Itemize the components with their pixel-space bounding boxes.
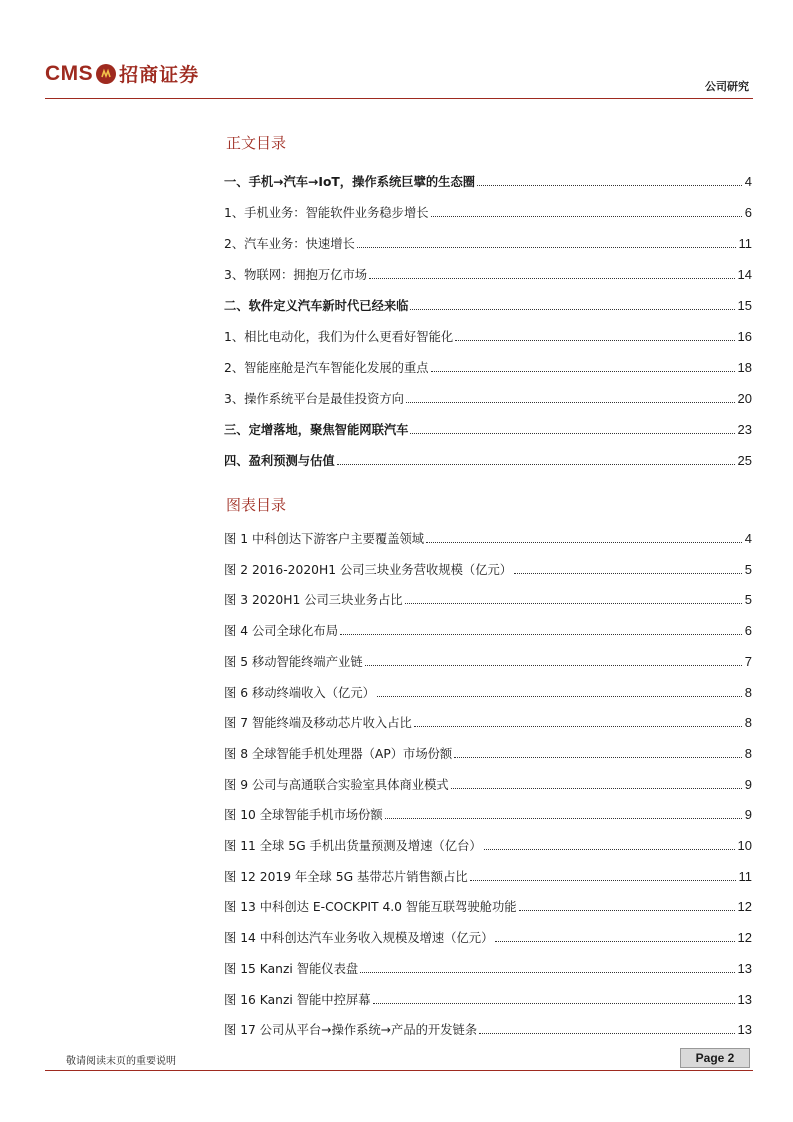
- toc-heading: 正文目录: [226, 134, 287, 152]
- leader-dots: [357, 247, 736, 248]
- figure-entry-title: 图 8 全球智能手机处理器（AP）市场份额: [224, 746, 453, 761]
- figure-entry-page: 7: [744, 653, 752, 669]
- toc-entry[interactable]: [224, 420, 752, 438]
- toc-entry[interactable]: [224, 358, 752, 376]
- toc-entry[interactable]: [224, 203, 752, 221]
- toc-entry-title: 二、软件定义汽车新时代已经来临: [224, 299, 409, 313]
- leader-dots: [337, 464, 735, 465]
- figure-entry[interactable]: [224, 621, 752, 639]
- leader-dots: [431, 371, 735, 372]
- leader-dots: [454, 757, 742, 758]
- figure-entry-title: 图 3 2020H1 公司三块业务占比: [224, 593, 403, 608]
- toc-entry-title: 2、汽车业务：快速增长: [224, 237, 355, 251]
- logo-seal-icon: [96, 64, 116, 84]
- leader-dots: [477, 185, 742, 186]
- figure-entry-title: 图 14 中科创达汽车业务收入规模及增速（亿元）: [224, 931, 494, 946]
- leader-dots: [470, 880, 736, 881]
- figure-entry-title: 图 15 Kanzi 智能仪表盘: [224, 961, 359, 976]
- figure-entry-title: 图 4 公司全球化布局: [224, 624, 339, 639]
- toc-entry-title: 3、物联网：拥抱万亿市场: [224, 268, 368, 282]
- leader-dots: [414, 726, 742, 727]
- toc-entry-page: 23: [737, 422, 752, 437]
- figure-entry-title: 图 1 中科创达下游客户主要覆盖领域: [224, 532, 425, 546]
- figure-entry-page: 8: [744, 684, 752, 700]
- leader-dots: [495, 941, 734, 942]
- leader-dots: [514, 573, 742, 574]
- figure-entry[interactable]: [224, 990, 752, 1008]
- figure-entry-title: 图 10 全球智能手机市场份额: [224, 808, 383, 823]
- figure-entry[interactable]: [224, 529, 752, 547]
- figure-entry-page: 12: [737, 930, 752, 946]
- figure-entry-title: 图 16 Kanzi 智能中控屏幕: [224, 992, 371, 1007]
- figure-entry-title: 图 7 智能终端及移动芯片收入占比: [224, 716, 412, 731]
- figure-entry-page: 8: [744, 745, 752, 761]
- leader-dots: [410, 309, 734, 310]
- figure-entry[interactable]: [224, 744, 752, 762]
- toc-entry-title: 三、定增落地，聚焦智能网联汽车: [224, 423, 409, 437]
- logo-cms-text: CMS: [45, 61, 94, 85]
- figure-entry[interactable]: [224, 652, 752, 670]
- footer-note: 敬请阅读末页的重要说明: [66, 1056, 176, 1067]
- figure-entry-title: 图 5 移动智能终端产业链: [224, 654, 363, 669]
- toc-entry-title: 四、盈利预测与估值: [224, 454, 335, 468]
- toc-entry-page: 16: [737, 329, 752, 344]
- toc-entry[interactable]: [224, 389, 752, 407]
- toc-entry[interactable]: [224, 265, 752, 283]
- leader-dots: [479, 1033, 734, 1034]
- figure-entry[interactable]: [224, 867, 752, 885]
- toc-entry[interactable]: [224, 327, 752, 345]
- logo-cn-text: 招商证券: [119, 64, 200, 86]
- figure-entry-title: 图 2 2016-2020H1 公司三块业务营收规模（亿元）: [224, 562, 513, 577]
- report-type: 公司研究: [705, 80, 749, 93]
- figure-entry[interactable]: [224, 928, 752, 946]
- figure-entry-page: 8: [744, 715, 752, 731]
- toc-entry-title: 3、操作系统平台是最佳投资方向: [224, 392, 404, 406]
- toc-entry[interactable]: [224, 172, 752, 190]
- leader-dots: [431, 216, 742, 217]
- toc-entry-page: 15: [737, 298, 752, 313]
- leader-dots: [484, 849, 735, 850]
- footer-divider: [45, 1070, 753, 1071]
- figure-entry-title: 图 11 全球 5G 手机出货量预测及增速（亿台）: [224, 839, 482, 853]
- page-header: [45, 56, 753, 100]
- leader-dots: [426, 542, 742, 543]
- figure-entry-title: 图 13 中科创达 E-COCKPIT 4.0 智能互联驾驶舱功能: [224, 900, 517, 915]
- figure-entry-page: 5: [744, 561, 752, 577]
- figure-entry[interactable]: [224, 683, 752, 701]
- figure-entry[interactable]: [224, 1020, 752, 1038]
- toc-entry[interactable]: [224, 451, 752, 469]
- figure-entry-page: 6: [744, 623, 752, 639]
- leader-dots: [410, 433, 734, 434]
- figure-entry[interactable]: [224, 897, 752, 915]
- figure-entry-title: 图 9 公司与高通联合实验室具体商业模式: [224, 777, 449, 792]
- leader-dots: [377, 696, 742, 697]
- toc-entry-page: 4: [744, 174, 752, 189]
- figure-entry-page: 4: [744, 531, 752, 546]
- leader-dots: [360, 972, 734, 973]
- figure-entry-page: 11: [738, 868, 752, 884]
- leader-dots: [451, 788, 742, 789]
- figure-entry-title: 图 12 2019 年全球 5G 基带芯片销售额占比: [224, 869, 468, 884]
- figure-entry[interactable]: [224, 836, 752, 854]
- page-number: Page 2: [680, 1048, 750, 1068]
- figure-entry-page: 13: [737, 1022, 752, 1038]
- figure-entry-page: 10: [737, 838, 752, 853]
- toc-entry-title: 1、手机业务：智能软件业务稳步增长: [224, 206, 429, 220]
- figure-entry-page: 12: [737, 899, 752, 915]
- toc-entry-page: 11: [738, 236, 752, 251]
- header-divider: [45, 98, 753, 99]
- leader-dots: [405, 603, 742, 604]
- figure-entry-page: 5: [744, 592, 752, 608]
- figure-entry[interactable]: [224, 805, 752, 823]
- leader-dots: [365, 665, 742, 666]
- toc-entry-page: 18: [737, 360, 752, 375]
- figure-entry[interactable]: [224, 959, 752, 977]
- figure-entry-page: 13: [737, 991, 752, 1007]
- toc-entry-title: 一、手机→汽车→IoT，操作系统巨擘的生态圈: [224, 175, 476, 189]
- toc-entry-page: 14: [737, 267, 752, 282]
- leader-dots: [369, 278, 734, 279]
- figure-entry-title: 图 17 公司从平台→操作系统→产品的开发链条: [224, 1023, 478, 1038]
- figure-entry[interactable]: [224, 775, 752, 793]
- figure-entry-title: 图 6 移动终端收入（亿元）: [224, 685, 375, 700]
- figure-entry[interactable]: [224, 590, 752, 608]
- company-logo: [45, 60, 199, 87]
- toc-entry[interactable]: [224, 296, 752, 314]
- leader-dots: [340, 634, 742, 635]
- toc-entry-page: 25: [737, 453, 752, 468]
- figure-entry-page: 13: [737, 960, 752, 976]
- toc-entry[interactable]: [224, 234, 752, 252]
- figure-entry-page: 9: [744, 807, 752, 823]
- figure-entry-page: 9: [744, 776, 752, 792]
- leader-dots: [519, 910, 735, 911]
- toc-entry-page: 20: [737, 391, 752, 406]
- figure-entry[interactable]: [224, 560, 752, 578]
- figures-heading: 图表目录: [226, 496, 287, 514]
- toc-entry-page: 6: [744, 205, 752, 220]
- toc-entry-title: 1、相比电动化，我们为什么更看好智能化: [224, 330, 454, 344]
- figure-entry[interactable]: [224, 713, 752, 731]
- toc-entry-title: 2、智能座舱是汽车智能化发展的重点: [224, 361, 429, 375]
- leader-dots: [373, 1003, 735, 1004]
- leader-dots: [406, 402, 735, 403]
- leader-dots: [385, 818, 742, 819]
- leader-dots: [455, 340, 734, 341]
